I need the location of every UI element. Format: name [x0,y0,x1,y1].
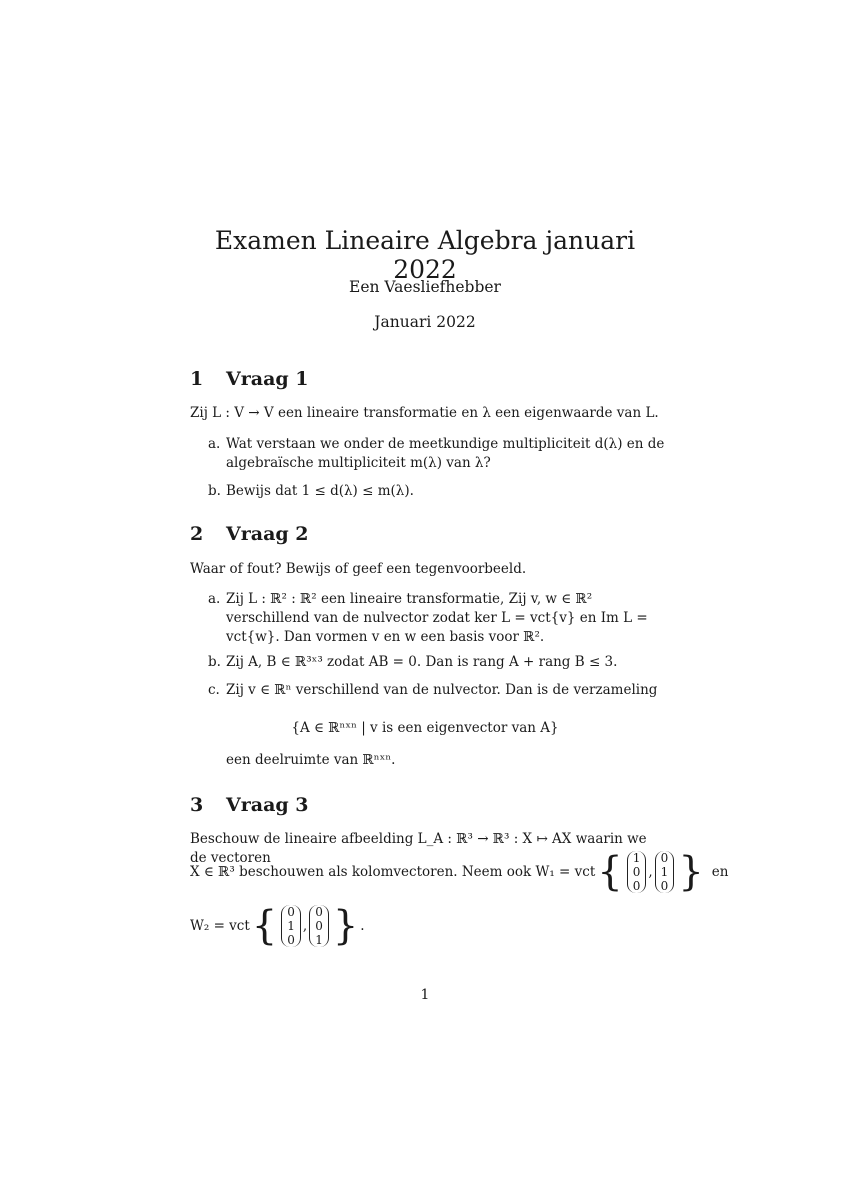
document-author: Een Vaesliefhebber [349,278,501,296]
item-label: b. [208,483,221,499]
vector-entry: 0 [287,933,295,947]
section-number: 3 [190,794,204,816]
section-title: Vraag 2 [226,523,309,545]
set-definition: {A ∈ ℝⁿˣⁿ | v is een eigenvector van A} [291,720,559,736]
w2-definition-line [190,898,670,954]
vector-entry: 0 [287,905,295,919]
vector-entry: 0 [632,879,641,893]
item-label: a. [208,591,221,607]
comma: , [648,864,653,880]
item-text: Zij L : ℝ² : ℝ² een lineaire transformatie, Zij v, w ∈ ℝ² verschillend van de nulvector zodat ker L = vct{v} en Im L = vct{w}. Dan vormen v en w een basis voor ℝ². [226,591,648,645]
vector-entry: 1 [315,933,323,947]
item-text: Zij A, B ∈ ℝ³ˣ³ zodat AB = 0. Dan is rang A + rang B ≤ 3. [226,654,618,670]
w2-suffix: . [360,918,365,934]
section-1-intro: Zij L : V → V een lineaire transformatie en λ een eigenwaarde van L. [190,405,659,421]
w1-suffix: en [711,864,729,880]
set-conclusion: een deelruimte van ℝⁿˣⁿ. [226,752,396,768]
right-brace: } [678,849,704,895]
item-text: Zij v ∈ ℝⁿ verschillend van de nulvector. Dan is de verzameling [226,682,658,698]
w1-vector-2 [655,851,675,893]
section-1-heading [190,368,309,390]
vector-entry: 1 [660,865,669,879]
vector-entry: 1 [632,851,641,865]
w1-definition-line [190,844,729,900]
section-number: 1 [190,368,204,390]
item-label: a. [208,436,221,452]
section-title: Vraag 3 [226,794,309,816]
vector-entry: 0 [315,919,323,933]
w2-vector-1 [281,905,301,947]
section-3-heading [190,794,309,816]
document-date: Januari 2022 [374,313,476,331]
w2-vector-2 [309,905,329,947]
right-brace: } [332,903,359,949]
section-3-intro: Beschouw de lineaire afbeelding L_A : ℝ³ → ℝ³ : X ↦ AX waarin we de vectoren [190,831,647,866]
left-brace: { [251,903,278,949]
w1-prefix: X ∈ ℝ³ beschouwen als kolomvectoren. Neem ook W₁ = vct [190,864,596,880]
w1-vector-1 [627,851,647,893]
w2-prefix: W₂ = vct [190,918,250,934]
item-label: c. [208,682,220,698]
vector-entry: 0 [660,851,669,865]
vector-entry: 0 [660,879,669,893]
document-title: Examen Lineaire Algebra januari 2022 [214,226,636,284]
section-2-heading [190,523,309,545]
item-label: b. [208,654,221,670]
item-text: Bewijs dat 1 ≤ d(λ) ≤ m(λ). [226,483,414,499]
comma: , [302,918,308,934]
section-title: Vraag 1 [226,368,309,390]
vector-entry: 0 [632,865,641,879]
item-text: Wat verstaan we onder de meetkundige multipliciteit d(λ) en de algebraïsche multipliciteit m(λ) van λ? [226,436,665,471]
page-number: 1 [420,987,430,1003]
left-brace: { [597,849,623,895]
vector-entry: 1 [287,919,295,933]
section-number: 2 [190,523,204,545]
section-2-intro: Waar of fout? Bewijs of geef een tegenvoorbeeld. [190,561,527,577]
vector-entry: 0 [315,905,323,919]
